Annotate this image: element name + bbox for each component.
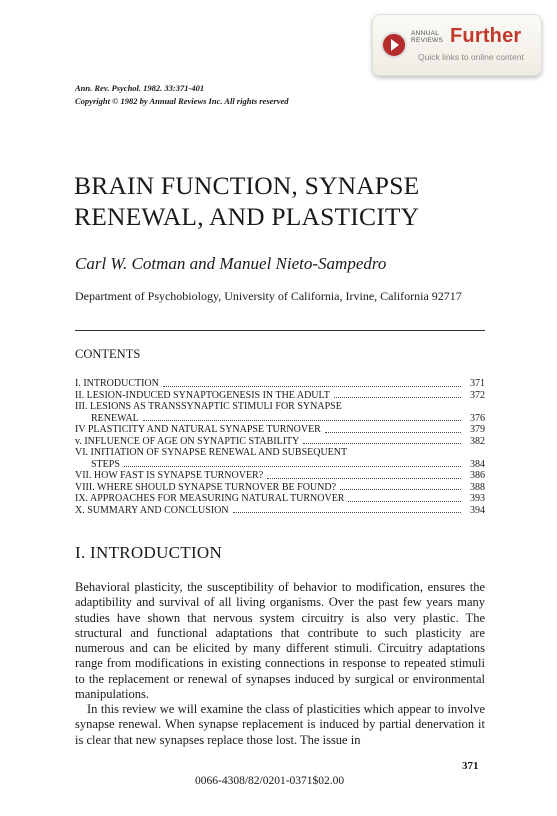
toc-entry[interactable]: II. LESION-INDUCED SYNAPTOGENESIS IN THE ADULT 372 <box>75 389 485 401</box>
toc-entry[interactable]: III. LESIONS AS TRANSSYNAPTIC STIMULI FOR SYNAPSE RENEWAL 376 <box>75 401 485 424</box>
toc-entry[interactable]: VI. INITIATION OF SYNAPSE RENEWAL AND SUBSEQUENT STEPS 384 <box>75 447 485 470</box>
journal-citation: Ann. Rev. Psychol. 1982. 33:371-401 <box>75 83 205 93</box>
toc-entry[interactable]: X. SUMMARY AND CONCLUSION 394 <box>75 504 485 516</box>
body-text <box>75 580 485 748</box>
section-heading: I. INTRODUCTION <box>75 543 223 562</box>
paragraph: In this review we will examine the class of plasticities which appear to involve synapse renewal. When synapse replacement is induced by partial denervation it is clear that new synapses replace those lost. The issue in <box>75 702 485 747</box>
toc-entry[interactable]: VII. HOW FAST IS SYNAPSE TURNOVER? 386 <box>75 470 485 481</box>
further-tagline: Quick links to online content <box>418 52 524 62</box>
divider <box>75 330 485 331</box>
toc-entry[interactable]: IV PLASTICITY AND NATURAL SYNAPSE TURNOVER 379 <box>75 424 485 435</box>
toc-entry[interactable]: IX. APPROACHES FOR MEASURING NATURAL TURNOVER 393 <box>75 493 485 504</box>
further-brand: Further <box>450 25 522 47</box>
page-number: 371 <box>462 760 479 772</box>
affiliation: Department of Psychobiology, University of California, Irvine, California 92717 <box>75 289 462 303</box>
annual-reviews-further-badge[interactable] <box>372 14 542 76</box>
title-line-2: RENEWAL, AND PLASTICITY <box>74 202 420 231</box>
annual-reviews-logo-text: ANNUAL REVIEWS <box>411 30 444 44</box>
table-of-contents <box>75 378 485 516</box>
article-code: 0066-4308/82/0201-0371$02.00 <box>195 775 345 787</box>
toc-entry[interactable]: VIII. WHERE SHOULD SYNAPSE TURNOVER BE FOUND? 388 <box>75 481 485 493</box>
copyright-line: Copyright © 1982 by Annual Reviews Inc. All rights reserved <box>75 96 289 106</box>
contents-heading: CONTENTS <box>75 347 141 361</box>
play-logo-icon <box>381 32 407 58</box>
toc-entry[interactable]: I. INTRODUCTION 371 <box>75 378 485 389</box>
paragraph: Behavioral plasticity, the susceptibility of behavior to modification, ensures the adaptibility and survival of all living organisms. Over the past few years many studies have shown that nervous system circuitry is also very plastic. The structural and functional adaptations that contribute to such plasticity are numerous and can be elicited by many different stimuli. Circuitry adaptations range from modifications in existing connections in response to repeated stimuli to the replacement or renewal of synapses induced by surgical or environmental manipulations. <box>75 580 485 701</box>
toc-entry[interactable]: v. INFLUENCE OF AGE ON SYNAPTIC STABILITY 382 <box>75 435 485 447</box>
authors: Carl W. Cotman and Manuel Nieto-Sampedro <box>75 254 387 273</box>
article-title <box>74 170 419 232</box>
title-line-1: BRAIN FUNCTION, SYNAPSE <box>74 171 420 200</box>
